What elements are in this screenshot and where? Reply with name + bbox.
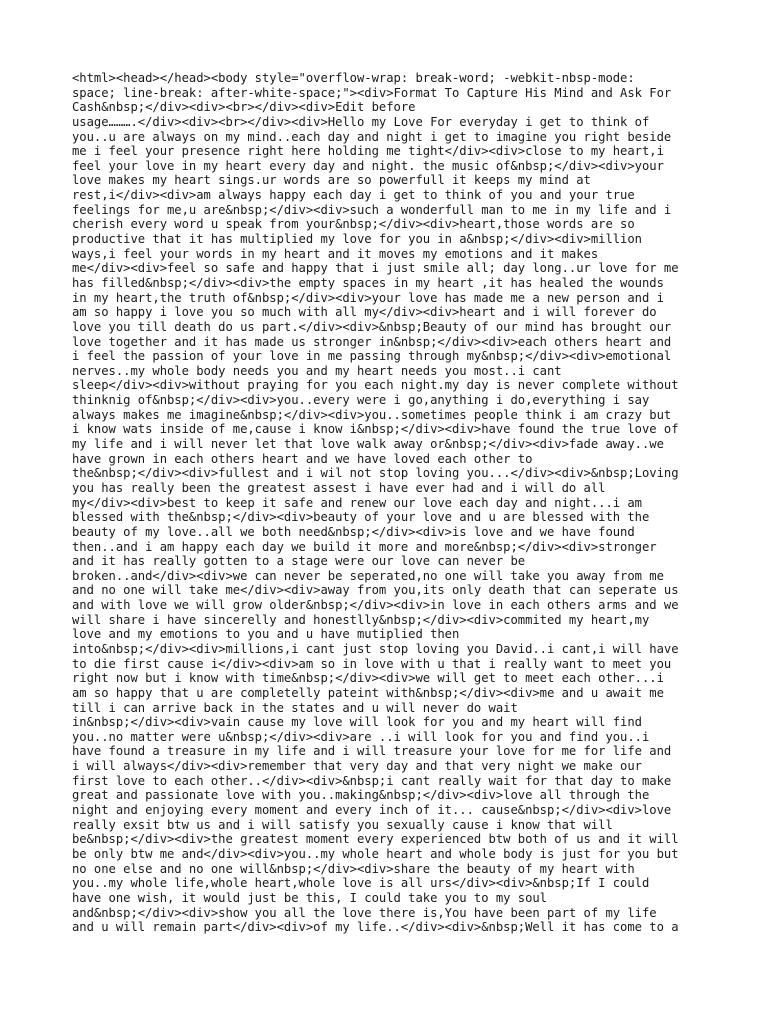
text-line: productive that it has multiplied my love for you in a&nbsp;</div><div>million [72,232,642,247]
text-line: you..no matter were u&nbsp;</div><div>are ..i will look for you and find you..i [72,729,650,744]
text-line: no one else and no one will&nbsp;</div><div>share the beauty of my heart with [72,861,635,876]
text-line: thinknig of&nbsp;</div><div>you..every were i go,anything i do,everything i say [72,393,650,408]
text-line: really exsit btw us and i will satisfy you sexually cause i know that will [72,817,613,832]
text-line: in my heart,the truth of&nbsp;</div><div>your love has made me a new person and i [72,290,664,305]
text-line: you has really been the greatest assest i have ever had and i will do all [72,480,606,495]
text-line: you..my whole life,whole heart,whole love is all urs</div><div>&nbsp;If I could [72,876,650,891]
text-line: feel your love in my heart every day and night. the music of&nbsp;</div><div>your [72,158,664,173]
text-line: space; line-break: after-white-space;"><div>Format To Capture His Mind and Ask For [72,85,672,100]
text-line: love together and it has made us stronger in&nbsp;</div><div>each others heart and [72,334,672,349]
text-line: the&nbsp;</div><div>fullest and i wil not stop loving you...</div><div>&nbsp;Loving [72,466,679,481]
text-line: Cash&nbsp;</div><div><br></div><div>Edit before [72,100,416,115]
text-line: blessed with the&nbsp;</div><div>beauty of your love and u are blessed with the [72,510,650,525]
text-line: first love to each other..</div><div>&nbsp;i cant really wait for that day to make [72,773,672,788]
text-line: right now but i know with time&nbsp;</div><div>we will get to meet each other...i [72,671,664,686]
text-line: in&nbsp;</div><div>vain cause my love will look for you and my heart will find [72,715,642,730]
text-line: till i can arrive back in the states and u will never do wait [72,700,518,715]
text-line: rest,i</div><div>am always happy each day i get to think of you and your true [72,188,635,203]
text-line: my</div><div>best to keep it safe and renew our love each day and night...i am [72,495,642,510]
text-line: great and passionate love with you..making&nbsp;</div><div>love all through the [72,788,650,803]
text-line: into&nbsp;</div><div>millions,i cant just stop loving you David..i cant,i will have [72,641,679,656]
text-line: will share i have sincerelly and honestlly&nbsp;</div><div>commited my heart,my [72,612,650,627]
text-line: you..u are always on my mind..each day and night i get to imagine you right beside [72,129,672,144]
text-line: me i feel your presence right here holding me tight</div><div>close to my heart,i [72,144,664,159]
text-line: i know wats inside of me,cause i know i&nbsp;</div><div>have found the true love of [72,422,679,437]
text-line: has filled&nbsp;</div><div>the empty spaces in my heart ,it has healed the wounds [72,275,664,290]
text-line: night and enjoying every moment and every inch of it... cause&nbsp;</div><div>love [72,803,672,818]
text-line: i will always</div><div>remember that very day and that very night we make our [72,759,642,774]
text-line: nerves..my whole body needs you and my heart needs you most..i cant [72,363,562,378]
text-line: sleep</div><div>without praying for you each night.my day is never complete without [72,378,679,393]
text-line: beauty of my love..all we both need&nbsp;</div><div>is love and we have found [72,524,635,539]
text-line: broken..and</div><div>we can never be seperated,no one will take you away from me [72,568,664,583]
text-line: and no one will take me</div><div>away from you,its only death that can seperate us [72,583,679,598]
text-line: usage……….</div><div><br></div><div>Hello my Love For everyday i get to think of [72,114,650,129]
text-line: my life and i will never let that love walk away or&nbsp;</div><div>fade away..we [72,437,664,452]
text-line: have found a treasure in my life and i will treasure your love for me for life and [72,744,672,759]
text-line: and&nbsp;</div><div>show you all the love there is,You have been part of my life [72,905,657,920]
text-line: have one wish, it would just be this, I could take you to my soul [72,890,547,905]
text-line: and u will remain part</div><div>of my life..</div><div>&nbsp;Well it has come to a [72,920,679,935]
text-line: am so happy i love you so much with all my</div><div>heart and i will forever do [72,305,657,320]
text-line: <html><head></head><body style="overflow-wrap: break-word; -webkit-nbsp-mode: [72,71,635,85]
text-line: always makes me imagine&nbsp;</div><div>you..sometimes people think i am crazy but [72,407,672,422]
text-line: i feel the passion of your love in me passing through my&nbsp;</div><div>emotional [72,349,672,364]
text-line: be&nbsp;</div><div>the greatest moment every experienced btw both of us and it will [72,832,679,847]
text-line: to die first cause i</div><div>am so in love with u that i really want to meet you [72,656,672,671]
text-line: and with love we will grow older&nbsp;</div><div>in love in each others arms and we [72,598,679,613]
text-line: feelings for me,u are&nbsp;</div><div>such a wonderfull man to me in my life and i [72,202,672,217]
text-line: love makes my heart sings.ur words are so powerfull it keeps my mind at [72,173,591,188]
text-line: and it has really gotten to a stage were our love can never be [72,554,526,569]
text-line: have grown in each others heart and we have loved each other to [72,451,533,466]
text-line: then..and i am happy each day we build it more and more&nbsp;</div><div>stronger [72,539,657,554]
text-line: be only btw me and</div><div>you..my whole heart and whole body is just for you but [72,846,679,861]
text-line: am so happy that u are completelly pateint with&nbsp;</div><div>me and u await me [72,685,664,700]
text-line: cherish every word u speak from your&nbsp;</div><div>heart,those words are so [72,217,635,232]
text-line: ways,i feel your words in my heart and it moves my emotions and it makes [72,246,599,261]
text-line: love and my emotions to you and u have mutiplied then [72,627,460,642]
text-line: me</div><div>feel so safe and happy that i just smile all; day long..ur love for me [72,261,679,276]
document-text-block [72,71,698,935]
text-line: love you till death do us part.</div><div>&nbsp;Beauty of our mind has brought our [72,319,672,334]
